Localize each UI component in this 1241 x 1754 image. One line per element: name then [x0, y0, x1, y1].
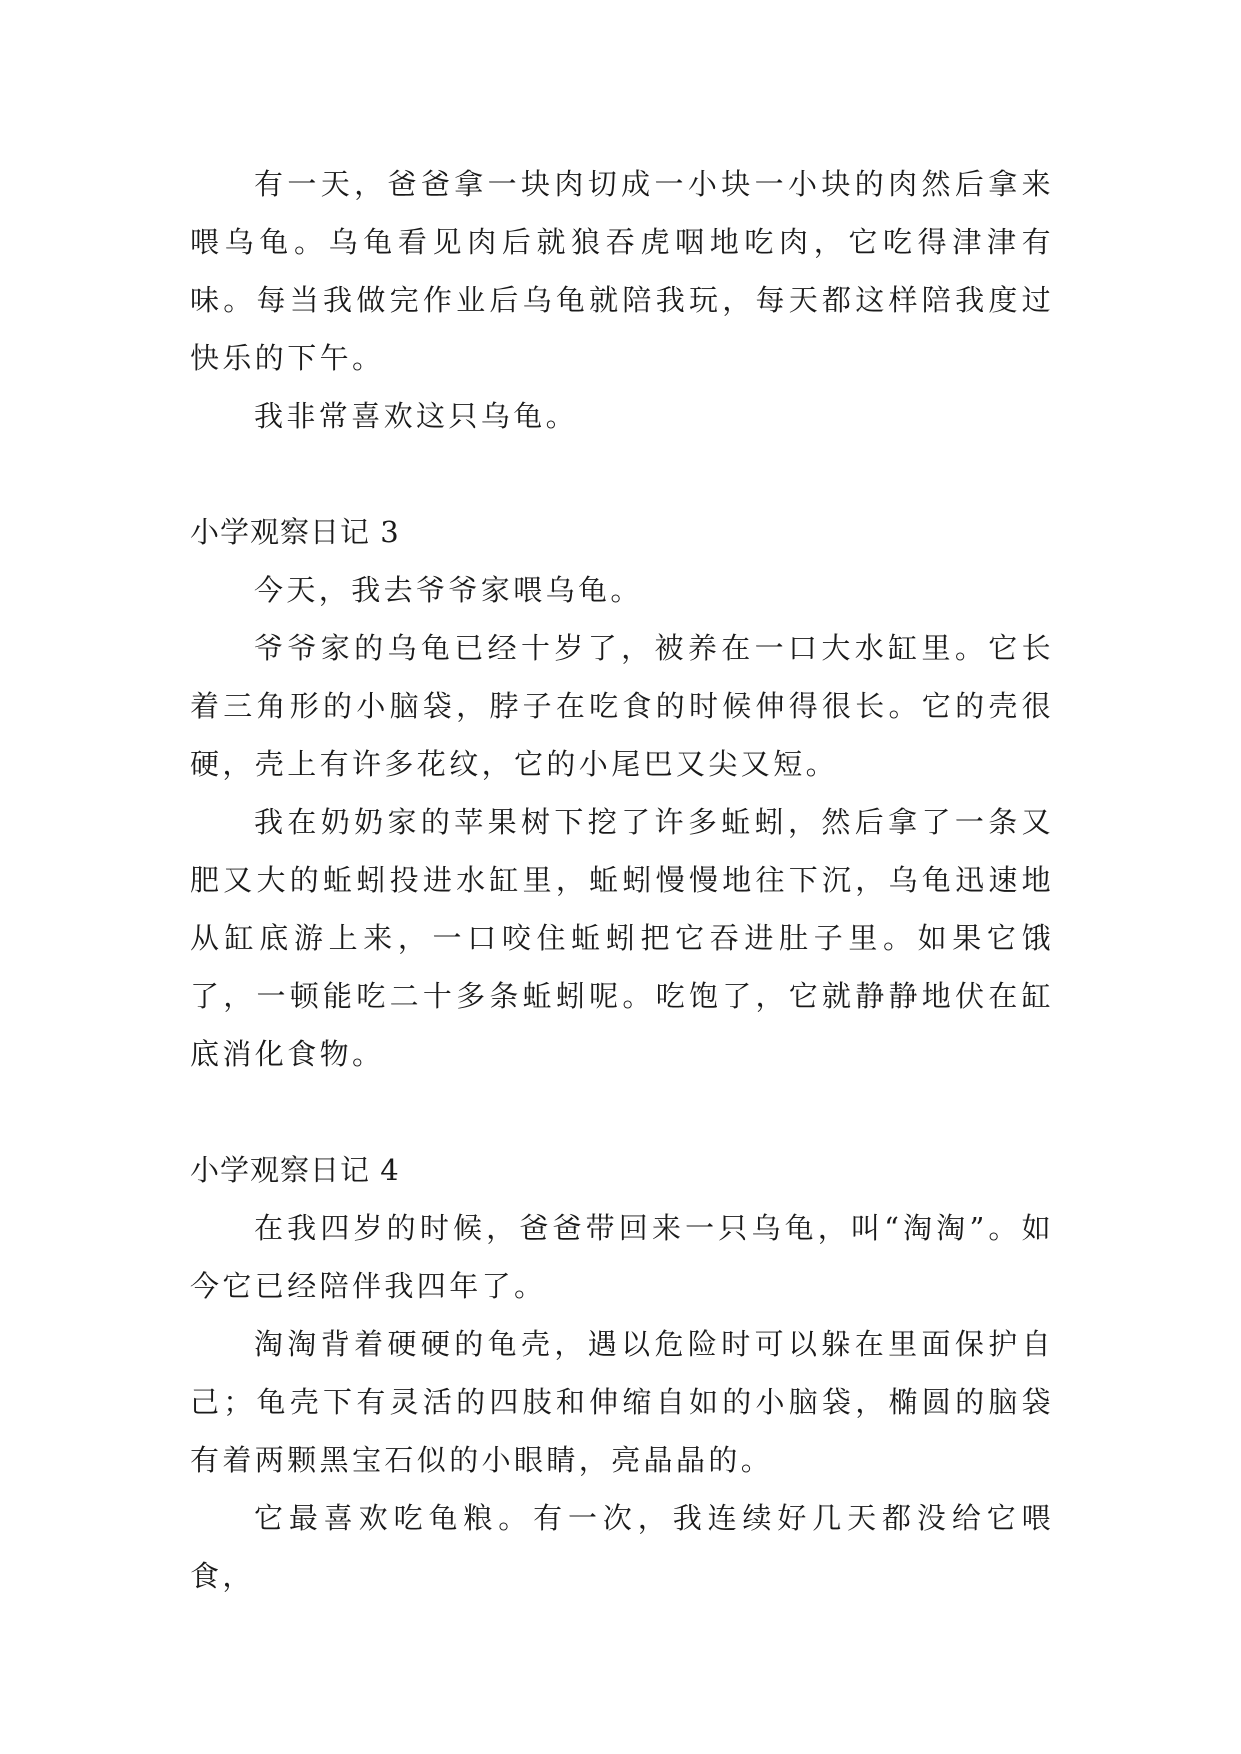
paragraph: 今天，我去爷爷家喂乌龟。	[254, 573, 643, 607]
paragraph: 爷爷家的乌龟已经十岁了，被养在一口大水缸里。它长着三角形的小脑袋，脖子在吃食的时候伸得很长。它的壳很硬，壳上有许多花纹，它的小尾巴又尖又短。	[190, 631, 1054, 781]
paragraph: 我非常喜欢这只乌龟。	[254, 399, 579, 433]
section-spacer	[190, 445, 1054, 503]
paragraph: 它最喜欢吃龟粮。有一次，我连续好几天都没给它喂食，	[190, 1501, 1054, 1593]
section-heading: 小学观察日记 4	[190, 1153, 400, 1187]
paragraph: 我在奶奶家的苹果树下挖了许多蚯蚓，然后拿了一条又肥又大的蚯蚓投进水缸里，蚯蚓慢慢地往下沉，乌龟迅速地从缸底游上来，一口咬住蚯蚓把它吞进肚子里。如果它饿了，一顿能吃二十多条蚯蚓呢。吃饱了，它就静静地伏在缸底消化食物。	[190, 805, 1054, 1071]
section-heading: 小学观察日记 3	[190, 515, 400, 549]
paragraph: 淘淘背着硬硬的龟壳，遇以危险时可以躲在里面保护自己；龟壳下有灵活的四肢和伸缩自如的小脑袋，椭圆的脑袋有着两颗黑宝石似的小眼睛，亮晶晶的。	[190, 1327, 1054, 1477]
paragraph: 在我四岁的时候，爸爸带回来一只乌龟，叫“淘淘”。如今它已经陪伴我四年了。	[190, 1211, 1054, 1303]
document-body	[190, 155, 1054, 1605]
paragraph: 有一天，爸爸拿一块肉切成一小块一小块的肉然后拿来喂乌龟。乌龟看见肉后就狼吞虎咽地吃肉，它吃得津津有味。每当我做完作业后乌龟就陪我玩，每天都这样陪我度过快乐的下午。	[190, 167, 1054, 375]
section-spacer	[190, 1083, 1054, 1141]
